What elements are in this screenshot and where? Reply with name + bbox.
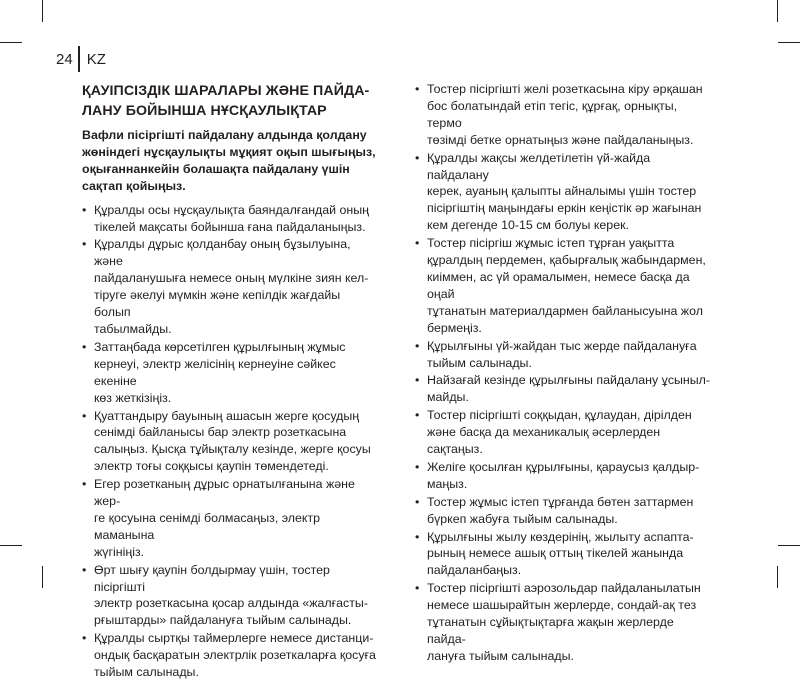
right-column — [415, 81, 711, 666]
list-item: • Заттаңбада көрсетілген құрылғының жұмыс кернеуі, электр желісінің кернеуіне сәйкес екеніне көз жеткізіңіз. — [82, 339, 378, 407]
crop-mark — [777, 0, 778, 22]
section-title: ҚАУІПСІЗДІК ШАРАЛАРЫ ЖӘНЕ ПАЙДА- ЛАНУ БОЙЫНША НҰСҚАУЛЫҚТАР — [82, 83, 370, 119]
list-item: • Құрылғыны үй-жайдан тыс жерде пайдалануға тыйым салынады. — [415, 338, 711, 372]
page-header — [56, 46, 106, 72]
list-item: • Құралды сыртқы таймерлерге немесе дистанци- ондық басқаратын электрлік розеткаларға қосуға тыйым салынады. — [82, 630, 378, 681]
intro-paragraph: Вафли пісіргішті пайдалану алдында қолдану жөніндегі нұсқаулықты мұқият оқып шығыңыз, оқығаннанкейін болашақта пайдалану үшін сақтап қойыңыз. — [82, 128, 376, 193]
crop-mark — [777, 566, 778, 588]
list-item: • Құрылғыны жылу көздерінің, жылыту аспапта- рының немесе ашық оттың тікелей жанында пайдаланбаңыз. — [415, 529, 711, 580]
list-item: • Найзағай кезінде құрылғыны пайдалану ұсыныл- майды. — [415, 372, 711, 406]
language-code: KZ — [86, 50, 106, 68]
list-item: • Құралды жақсы желдетілетін үй-жайда пайдалану керек, ауаның қалыпты айналымы үшін тостер пісіргіштің маңындағы еркін кеңістік әр жағынан кем дегенде 10-15 см болуы керек. — [415, 150, 711, 235]
list-item: • Тостер пісіргіш жұмыс істеп тұрған уақытта құралдың пердемен, қабырғалық жабындармен, киіммен, ас үй орамалымен, немесе басқа да оңай тұтанатын материалдармен байланысуына жол бермеңіз. — [415, 235, 711, 336]
crop-mark — [778, 545, 800, 546]
list-item: • Желіге қосылған құрылғыны, қараусыз қалдыр- маңыз. — [415, 459, 711, 493]
list-item: • Өрт шығу қаупін болдырмау үшін, тостер пісіргішті электр розеткасына қосар алдында «жалғасты- рғыштарды» пайдалануға тыйым салынады. — [82, 562, 378, 630]
list-item: • Тостер пісіргішті желі розеткасына кіру әрқашан бос болатындай етіп тегіс, құрғақ, орнықты, термо төзімді бетке орнатыңыз және пайдаланыңыз. — [415, 81, 711, 149]
list-item: • Тостер жұмыс істеп тұрғанда бөтен заттармен бүркеп жабуға тыйым салынады. — [415, 494, 711, 528]
list-item: • Қуаттандыру бауының ашасын жерге қосудың сенімді байланысы бар электр розеткасына салыңыз. Қысқа тұйықталу кезінде, жерге қосуы электр тоғы соққысы қаупін төмендетеді. — [82, 408, 378, 476]
list-item: • Құралды осы нұсқаулықта баяндалғандай оның тікелей мақсаты бойынша ғана пайдаланыңыз. — [82, 202, 378, 236]
left-column — [82, 81, 378, 682]
safety-list-left — [82, 202, 378, 681]
crop-mark — [42, 566, 43, 588]
safety-list-right — [415, 81, 711, 665]
page-number: 24 — [56, 50, 73, 68]
crop-mark — [778, 42, 800, 43]
crop-mark — [0, 545, 22, 546]
list-item: • Құралды дұрыс қолданбау оның бұзылуына, және пайдаланушыға немесе оның мүлкіне зиян кел- тіруге әкелуі мүмкін және кепілдік жағдайы болып табылмайды. — [82, 236, 378, 337]
list-item: • Тостер пісіргішті соққыдан, құлаудан, дірілден және басқа да механикалық әсерлерден сақтаңыз. — [415, 407, 711, 458]
header-divider — [78, 46, 80, 72]
list-item: • Егер розетканың дұрыс орнатылғанына және жер- ге қосуына сенімді болмасаңыз, электр маманына жүгініңіз. — [82, 476, 378, 561]
crop-mark — [0, 42, 22, 43]
list-item: • Тостер пісіргішті аэрозольдар пайдаланылатын немесе шашырайтын жерлерде, сондай-ақ тез тұтанатын сұйықтықтарға жақын жерлерде пайда- лануға тыйым салынады. — [415, 580, 711, 665]
crop-mark — [42, 0, 43, 22]
